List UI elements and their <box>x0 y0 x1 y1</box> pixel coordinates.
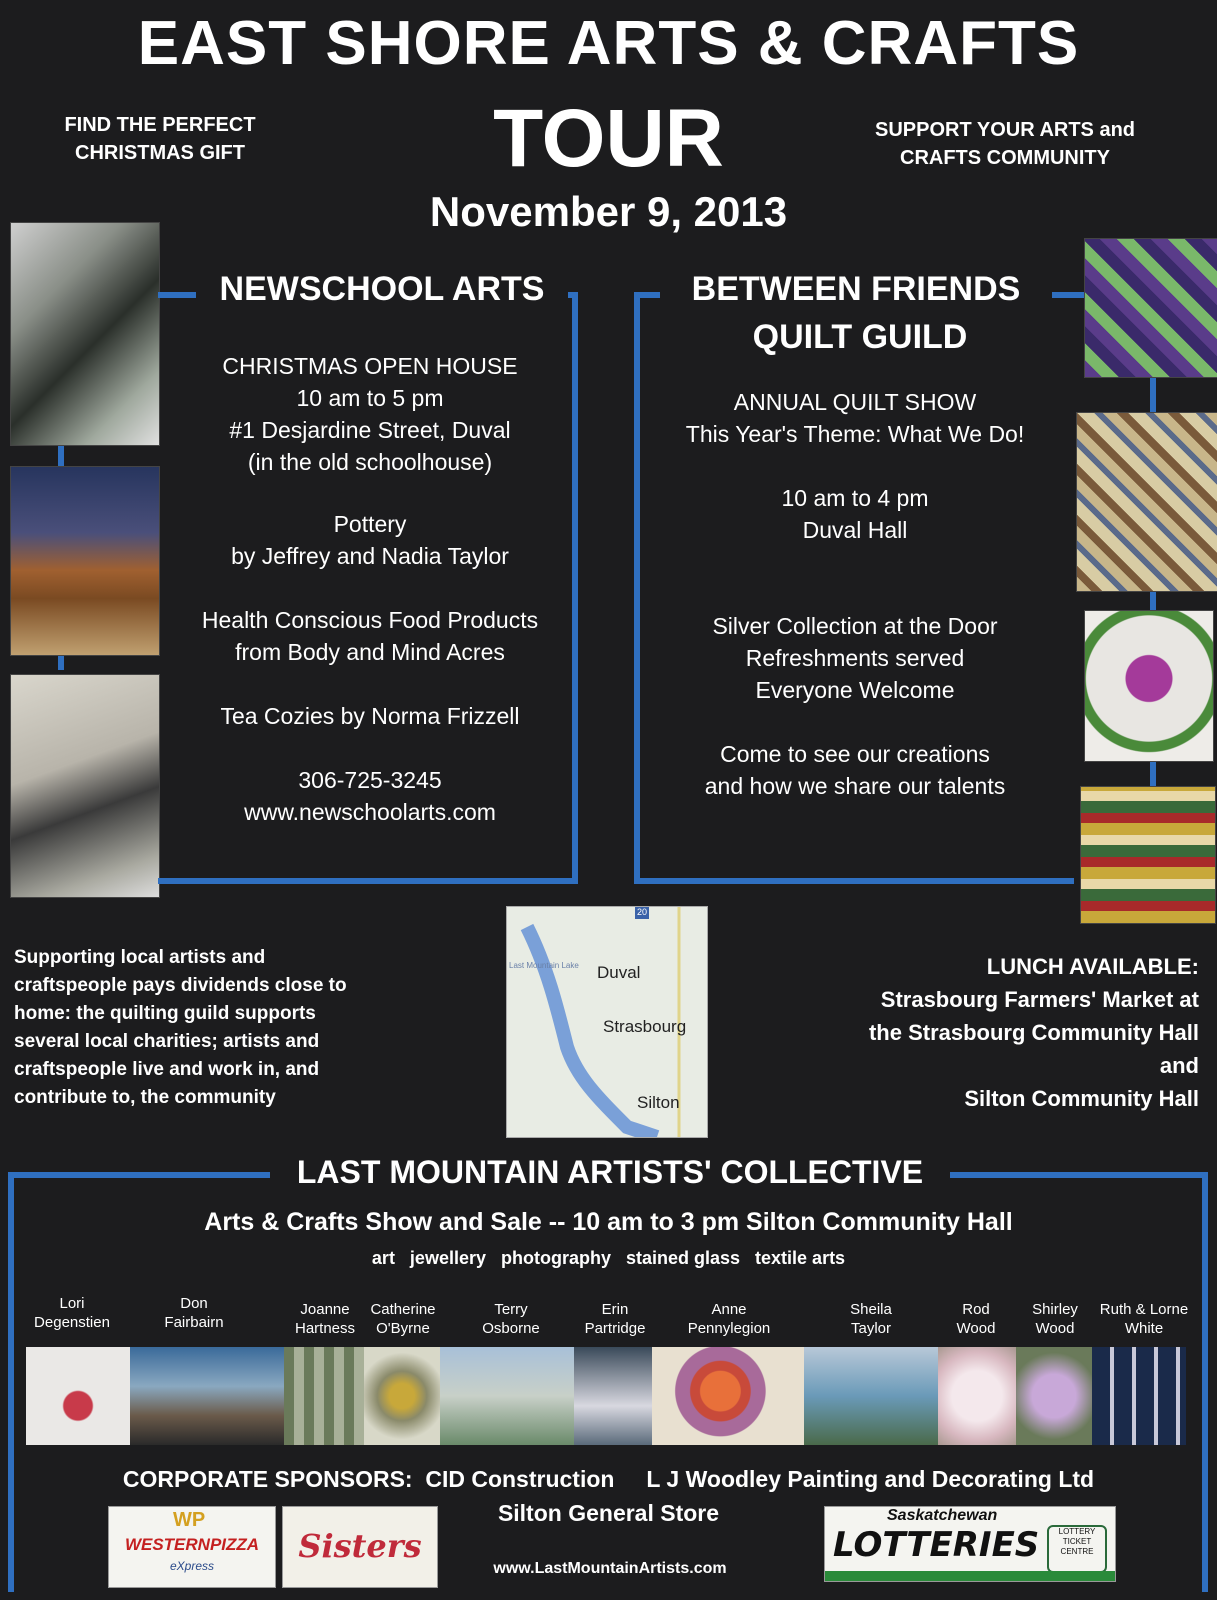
quilt-line: Everyone Welcome <box>755 677 955 703</box>
quilt-line: ANNUAL QUILT SHOW <box>733 389 977 415</box>
sponsors-line-2: Silton General Store <box>497 1500 720 1526</box>
artist-don: Don Fairbairn <box>164 1295 224 1331</box>
newschool-phone: 306-725-3245 <box>298 767 442 793</box>
highway-badge: 20 <box>636 907 647 917</box>
quilt-guild-subtitle: QUILT GUILD <box>752 318 968 356</box>
artwork-landscape-painting <box>440 1347 574 1445</box>
community-line: several local charities; artists and <box>14 1031 320 1052</box>
artist-lori: Lori Degenstien <box>34 1295 110 1331</box>
poster-tour: TOUR <box>493 93 724 184</box>
quilt-frame-bottom <box>634 878 1074 884</box>
quilt-photo-2 <box>1076 412 1217 592</box>
lunch-heading: LUNCH AVAILABLE: <box>986 954 1199 979</box>
newschool-line: CHRISTMAS OPEN HOUSE <box>222 353 518 379</box>
community-line: home: the quilting guild supports <box>14 1003 316 1024</box>
left-tagline <box>40 111 280 167</box>
artwork-wild-rose <box>1016 1347 1092 1445</box>
quilt-photo-village <box>1080 786 1216 924</box>
quilt-line: Come to see our creations <box>720 741 990 767</box>
pottery-teapot-photo <box>10 674 160 898</box>
newschool-line: (in the old schoolhouse) <box>247 449 493 475</box>
right-tag-line-2: CRAFTS COMMUNITY <box>900 147 1110 169</box>
right-tag-line-1: SUPPORT YOUR ARTS and <box>874 119 1136 141</box>
map-lake-label: Last Mountain Lake <box>509 961 579 970</box>
newschool-line: 10 am to 5 pm <box>296 385 444 411</box>
western-pizza-mark: WP <box>173 1509 206 1531</box>
quilt-line: This Year's Theme: What We Do! <box>685 421 1025 447</box>
community-line: craftspeople live and work in, and <box>14 1059 320 1080</box>
artist-ruth-lorne: Ruth & Lorne White <box>1099 1301 1189 1337</box>
newschool-details <box>170 350 570 828</box>
artwork-inukshuk-photo <box>130 1347 284 1445</box>
artwork-peony <box>938 1347 1016 1445</box>
artwork-glass-tiles <box>1092 1347 1186 1445</box>
newschool-website: www.newschoolarts.com <box>244 799 496 825</box>
lunch-info <box>799 950 1199 1115</box>
community-line: Supporting local artists and <box>14 947 266 968</box>
sisters-logo <box>282 1506 438 1588</box>
quilt-photo-irises <box>1084 610 1214 762</box>
collective-frame-left <box>8 1172 14 1592</box>
western-pizza-wordmark: WESTERNPIZZA <box>124 1535 260 1554</box>
quilt-frame-left <box>634 292 640 884</box>
newschool-line: Tea Cozies by Norma Frizzell <box>220 703 520 729</box>
newschool-line: by Jeffrey and Nadia Taylor <box>231 543 509 569</box>
left-tag-line-1: FIND THE PERFECT <box>64 114 256 136</box>
artist-terry: Terry Osborne <box>482 1301 540 1337</box>
artist-erin: Erin Partridge <box>584 1301 646 1337</box>
artist-shirley: Shirley Wood <box>1032 1301 1078 1337</box>
quilt-line: Silver Collection at the Door <box>712 613 998 639</box>
community-line: craftspeople pays dividends close to <box>14 975 347 996</box>
poster-title: EAST SHORE ARTS & CRAFTS <box>137 9 1080 78</box>
collective-media: art jewellery photography stained glass textile arts <box>371 1248 846 1268</box>
quilt-details <box>650 386 1060 802</box>
artwork-fruit-bowl <box>652 1347 804 1445</box>
quilt-line: Refreshments served <box>745 645 965 671</box>
quilt-line: 10 am to 4 pm <box>781 485 929 511</box>
newschool-frame-right <box>572 292 578 884</box>
sask-lotteries-logo <box>824 1506 1116 1582</box>
area-map <box>506 906 708 1138</box>
newschool-title: NEWSCHOOL ARTS <box>196 270 568 309</box>
lottery-ticket-centre-badge: LOTTERY TICKET CENTRE <box>1047 1525 1107 1573</box>
western-pizza-express: eXpress <box>169 1559 215 1573</box>
lotteries-wordmark: LOTTERIES <box>833 1525 1040 1565</box>
artwork-jewellery <box>26 1347 130 1445</box>
lotteries-green-bar <box>825 1571 1115 1581</box>
western-pizza-logo <box>108 1506 276 1588</box>
artist-sheila: Sheila Taylor <box>850 1301 892 1337</box>
artist-anne: Anne Pennylegion <box>687 1301 771 1337</box>
map-label-duval: Duval <box>597 963 641 982</box>
collective-title: LAST MOUNTAIN ARTISTS' COLLECTIVE <box>270 1154 950 1191</box>
event-date: November 9, 2013 <box>429 188 788 235</box>
artwork-stained-glass <box>364 1347 440 1445</box>
artwork-marsh-painting <box>804 1347 938 1445</box>
quilt-line: and how we share our talents <box>704 773 1006 799</box>
right-tagline <box>860 116 1150 172</box>
left-tag-line-2: CHRISTMAS GIFT <box>75 142 245 164</box>
quilt-guild-title: BETWEEN FRIENDS <box>660 270 1052 309</box>
lunch-line: Silton Community Hall <box>964 1086 1199 1111</box>
pottery-mug-photo <box>10 222 160 446</box>
sask-wordmark: Saskatchewan <box>887 1507 998 1524</box>
sponsors-line: CORPORATE SPONSORS: CID Construction L J Woodley Painting and Decorating Ltd <box>122 1466 1095 1492</box>
sisters-wordmark: Sisters <box>298 1527 422 1565</box>
newschool-frame-bottom <box>158 878 578 884</box>
lunch-line: Strasbourg Farmers' Market at <box>880 987 1199 1012</box>
collective-show: Arts & Crafts Show and Sale -- 10 am to 3 pm Silton Community Hall <box>204 1208 1013 1236</box>
artwork-trees <box>284 1347 364 1445</box>
newschool-line: #1 Desjardine Street, Duval <box>229 417 511 443</box>
newschool-line: Health Conscious Food Products <box>201 607 539 633</box>
collective-website[interactable]: www.LastMountainArtists.com <box>493 1560 727 1577</box>
community-line: contribute to, the community <box>14 1087 276 1108</box>
artist-catherine: Catherine O'Byrne <box>370 1301 436 1337</box>
lunch-line: and <box>1159 1053 1199 1078</box>
lunch-line: the Strasbourg Community Hall <box>868 1020 1199 1045</box>
newschool-line: Pottery <box>333 511 407 537</box>
newschool-line: from Body and Mind Acres <box>235 639 505 665</box>
community-text <box>14 944 414 1112</box>
artwork-winter-scene <box>574 1347 652 1445</box>
map-label-silton: Silton <box>637 1093 680 1112</box>
collective-frame-right <box>1202 1172 1208 1592</box>
pottery-bowl-photo <box>10 466 160 656</box>
artist-joanne: Joanne Hartness <box>294 1301 356 1337</box>
quilt-line: Duval Hall <box>802 517 908 543</box>
artist-rod: Rod Wood <box>956 1301 996 1337</box>
map-label-strasbourg: Strasbourg <box>603 1017 687 1036</box>
quilt-photo-1 <box>1084 238 1217 378</box>
